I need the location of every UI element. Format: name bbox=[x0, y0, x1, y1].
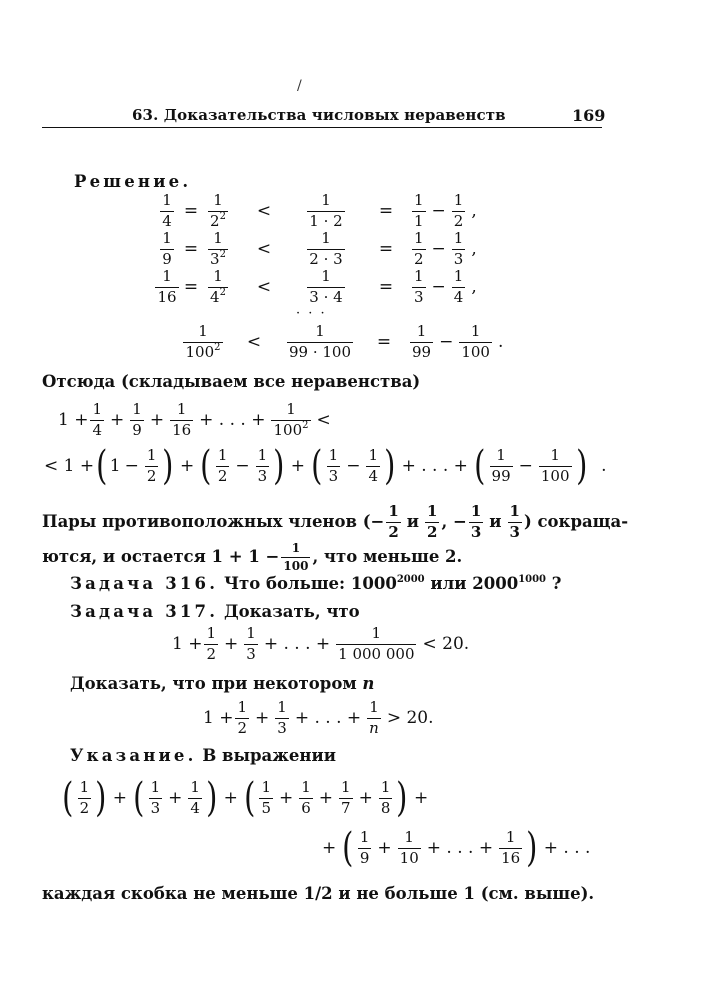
hint: Указание. В выражении bbox=[70, 746, 336, 765]
equals-sign: = bbox=[378, 201, 394, 221]
equals-sign: = bbox=[378, 277, 394, 297]
fraction: 1 $3^2$ bbox=[210, 228, 226, 268]
hint-conclusion: каждая скобка не меньше 1/2 и не больше 1 (см. выше). bbox=[42, 884, 595, 903]
problem-317-text2: Доказать, что при некотором n bbox=[70, 674, 375, 693]
fraction: $\frac{1}{1}$ bbox=[414, 190, 424, 230]
fraction: 1 99 · 100 bbox=[288, 322, 352, 361]
fraction: 1 16 bbox=[157, 266, 177, 306]
page-number: 169 bbox=[572, 106, 606, 125]
fraction: 1 9 bbox=[162, 228, 172, 268]
solution-table bbox=[150, 192, 477, 306]
fraction: 1 3 · 4 bbox=[309, 266, 343, 306]
less-sign: < bbox=[246, 332, 262, 353]
bound-line: < 1 + ( 1 − $\frac{1}{2}$ ) + ( 1 2 − $\frac{1}{3}$ ) + ( 1 3 − $\frac{1}{4}$ ) + . . . + ( 1 99 − $\frac{1}{100}$ ) . bbox=[44, 443, 607, 489]
sum-line: 1 + $\frac{1}{4}$ + $\frac{1}{9}$ + $\frac{1}{16}$ + . . . + $\frac{1}{100^2}$ < bbox=[58, 400, 331, 439]
fraction: 1 $2^2$ bbox=[210, 190, 226, 230]
fraction: $\frac{1}{100}$ bbox=[461, 322, 490, 361]
fraction: 1 2 · 3 bbox=[309, 228, 343, 268]
problem-317-formula2: 1 + $\frac{1}{2}$ + $\frac{1}{3}$ + . . . + $\frac{1}{n}$ > 20. bbox=[203, 698, 434, 737]
solution-row: 1 16 = 1 $4^2$ < 1 3 · 4 = $\frac{1}{3}$ − $\frac{1}{4}$ , bbox=[157, 266, 477, 306]
hint-line-2: + ( 1 9 + $\frac{1}{10}$ + . . . + $\frac{1}{16}$ ) + . . . bbox=[322, 825, 591, 871]
fraction: $\frac{1}{2}$ bbox=[453, 190, 464, 230]
less-sign: < bbox=[256, 277, 272, 297]
fraction: $\frac{1}{3}$ bbox=[453, 228, 464, 268]
solution-row: 1 9 = 1 $3^2$ < 1 2 · 3 = $\frac{1}{2}$ − $\frac{1}{3}$ , bbox=[162, 228, 477, 268]
less-sign: < bbox=[256, 239, 272, 259]
running-head: 63. Доказательства числовых неравенств bbox=[132, 106, 506, 124]
fraction: $\frac{1}{99}$ bbox=[412, 322, 432, 361]
hence-text: Отсюда (складываем все неравенства) bbox=[42, 372, 421, 391]
fraction: 1 $4^2$ bbox=[210, 266, 226, 306]
fraction: $\frac{1}{3}$ bbox=[414, 266, 424, 306]
fraction: 1 $100^2$ bbox=[185, 322, 221, 361]
problem-317-formula: 1 + $\frac{1}{2}$ + $\frac{1}{3}$ + . . . + $\frac{1}{1 000 000}$ < 20. bbox=[172, 624, 470, 663]
problem-317: Задача 317. Доказать, что bbox=[70, 602, 360, 621]
less-sign: < bbox=[256, 201, 272, 221]
solution-last-row: 1 $100^2$ < 1 99 · 100 = $\frac{1}{99}$ − $\frac{1}{100}$ . bbox=[185, 322, 504, 361]
fraction: $\frac{1}{2}$ bbox=[414, 228, 424, 268]
hint-line-1: ( 1 2 ) + ( 1 3 + $\frac{1}{4}$ ) + ( 1 5 + $\frac{1}{6}$ + $\frac{1}{7}$ + $\frac{1}{8}$ ) + bbox=[62, 775, 429, 821]
problem-316: Задача 316. Что больше: $1000^{2000}$ или $2000^{1000}$ ? bbox=[70, 574, 562, 593]
header-rule bbox=[42, 127, 602, 128]
equals-sign: = bbox=[378, 239, 394, 259]
pairs-line-1: Пары противоположных членов (− $\frac{1}{2}$ и 1 2 , − $\frac{1}{3}$ и 1 3 ) сокраща- bbox=[42, 502, 629, 541]
fraction: $\frac{1}{4}$ bbox=[453, 266, 464, 306]
fraction: 1 4 bbox=[162, 190, 172, 230]
solution-row: 1 4 = 1 $2^2$ < 1 1 · 2 = $\frac{1}{1}$ − $\frac{1}{2}$ , bbox=[162, 190, 477, 230]
equals-sign: = bbox=[376, 332, 392, 353]
ellipsis-dots: · · · bbox=[296, 306, 327, 321]
header-mark: / bbox=[297, 78, 302, 94]
fraction: 1 1 · 2 bbox=[309, 190, 343, 230]
solution-label: Решение. bbox=[74, 172, 192, 191]
pairs-line-2: ются, и остается 1 + 1 − $\frac{1}{100}$ , что меньше 2. bbox=[42, 541, 463, 573]
